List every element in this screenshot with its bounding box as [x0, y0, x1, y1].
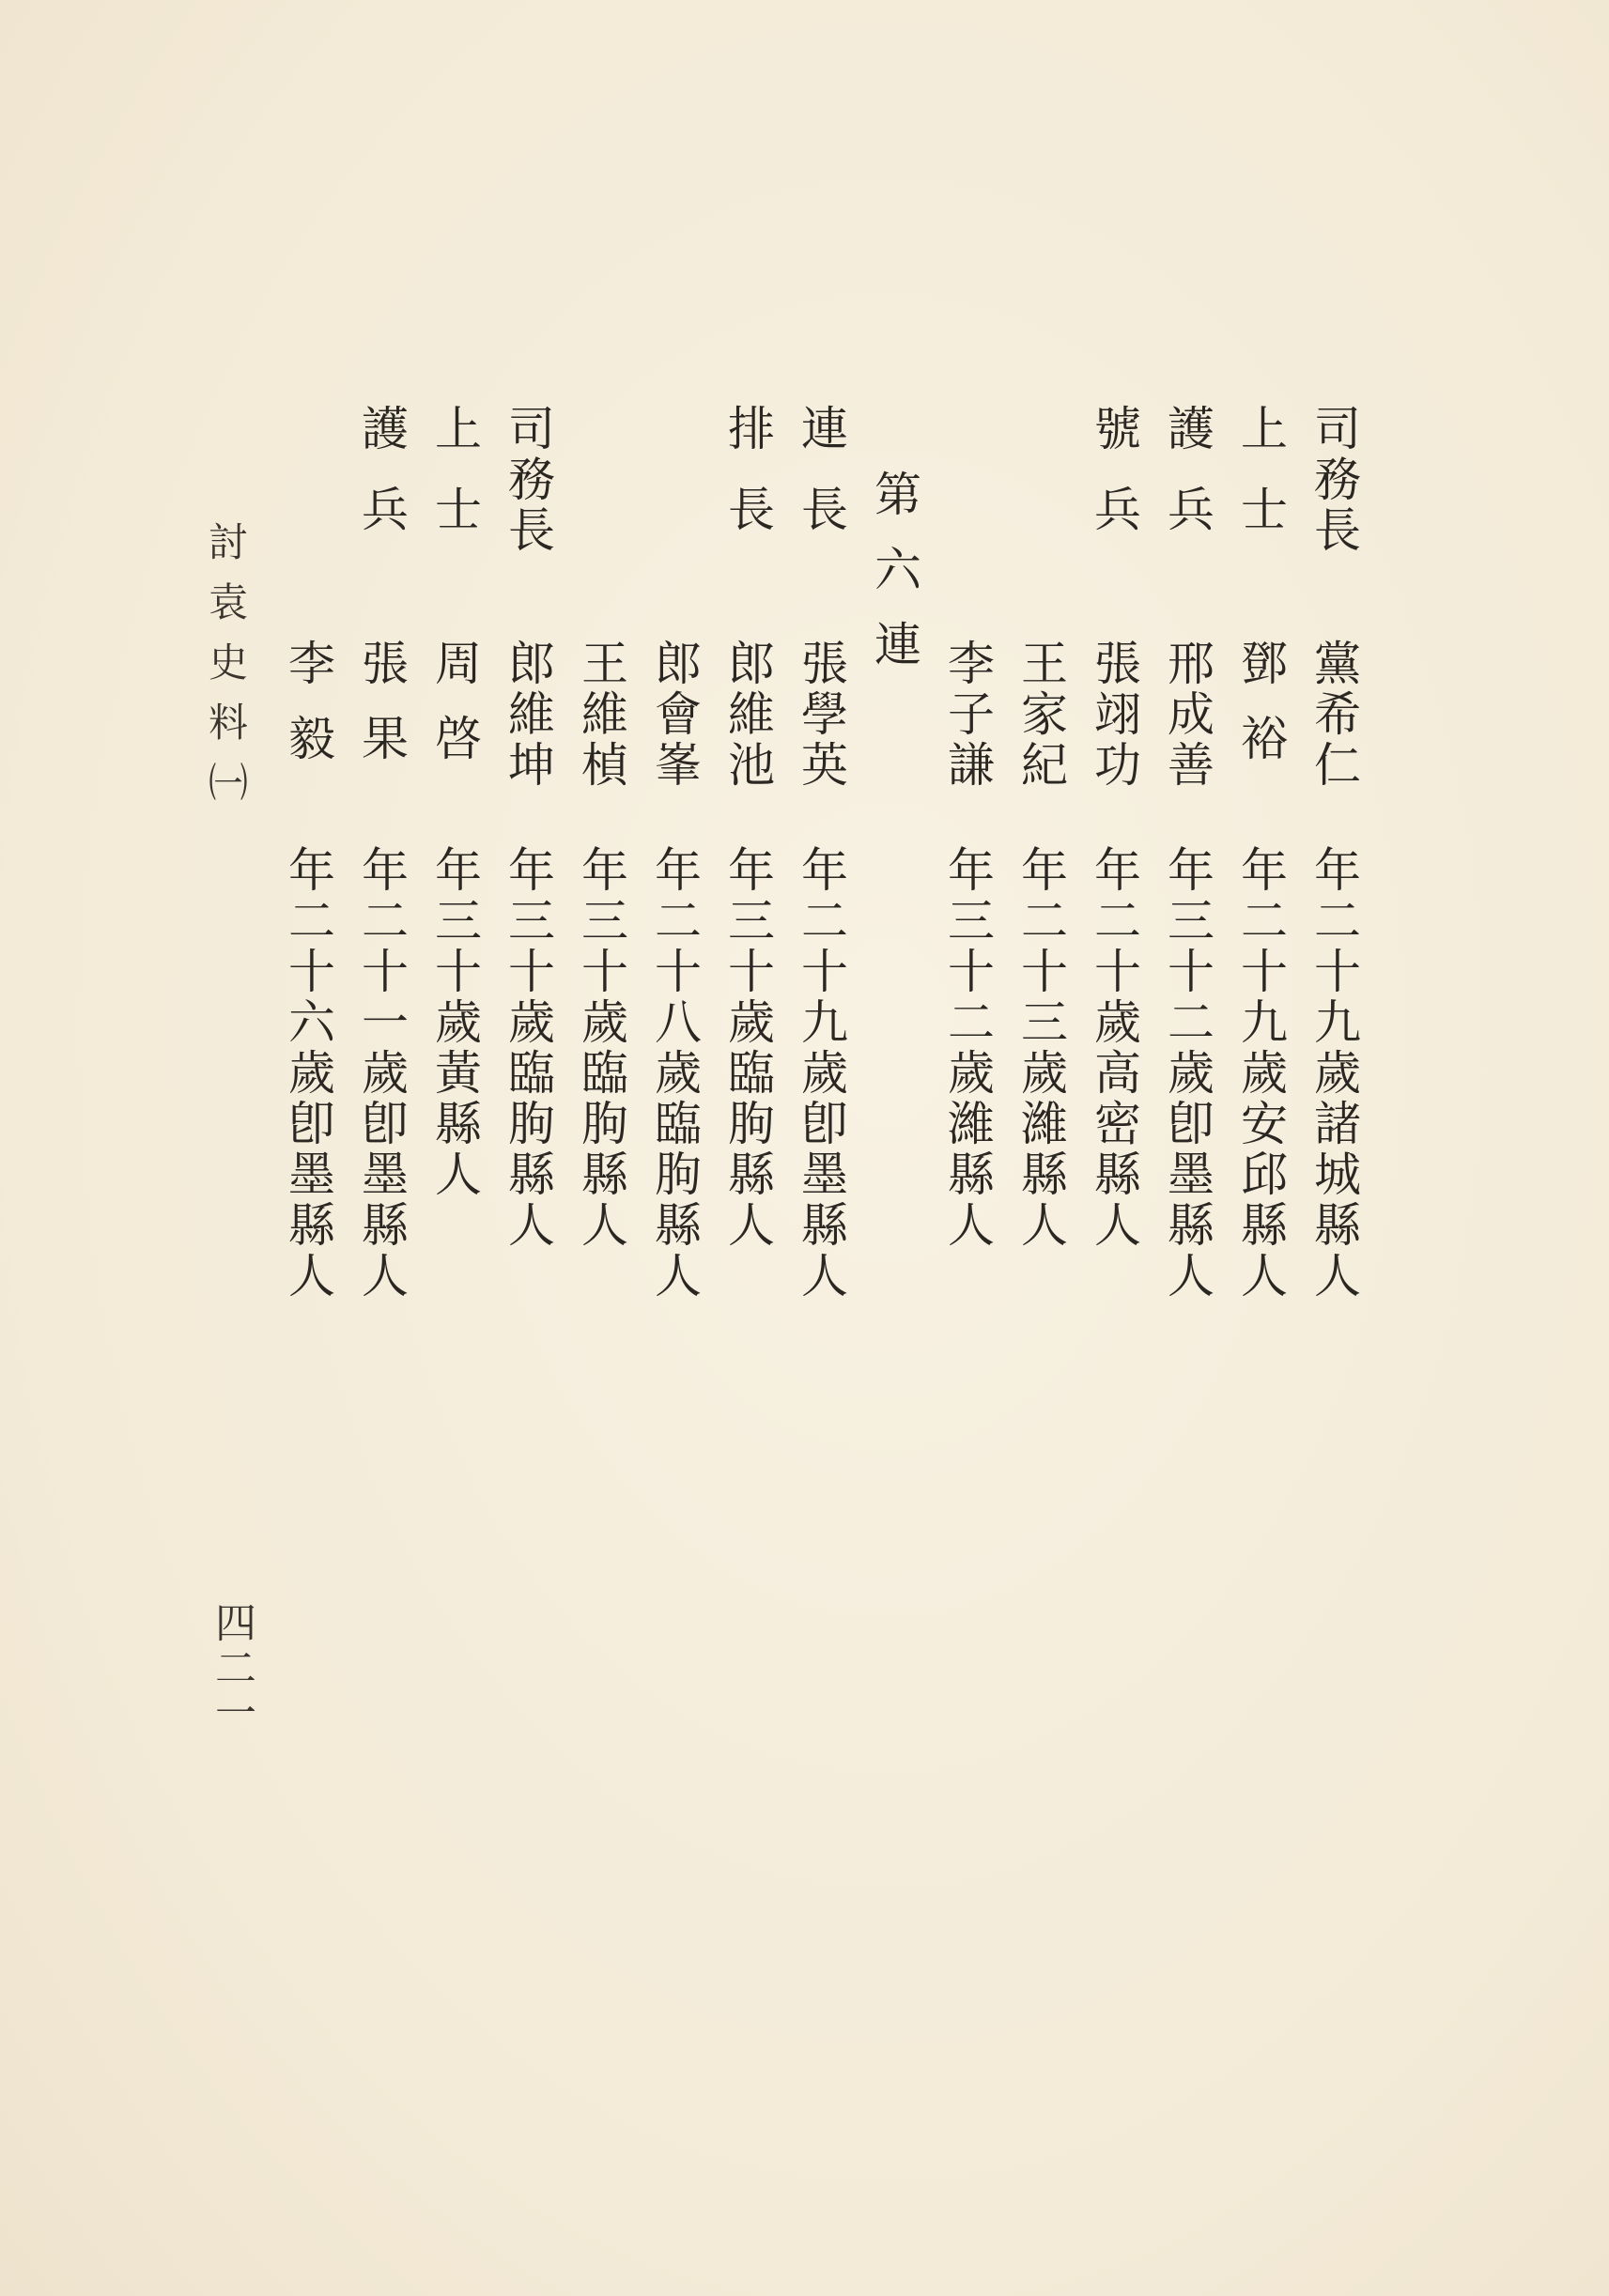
entry-name: 王維楨	[574, 639, 628, 791]
entry-name: 張果	[354, 639, 409, 789]
entry-role: 上士	[1233, 404, 1288, 565]
entry-name: 李毅	[281, 639, 335, 789]
entry-name: 周啓	[427, 639, 482, 789]
entry-role: 司務長	[1307, 404, 1361, 556]
entry-name: 鄧裕	[1233, 639, 1288, 789]
roster-entry	[1081, 404, 1147, 1251]
entry-name: 邢成善	[1160, 639, 1214, 791]
entry-name: 黨希仁	[1307, 639, 1361, 791]
entry-name: 張翊功	[1087, 639, 1141, 791]
entry-age-origin: 年三十歲臨朐縣人	[574, 845, 628, 1251]
entry-age-origin: 年二十八歲臨朐縣人	[647, 845, 702, 1302]
roster-entry	[1154, 404, 1220, 1302]
roster-entry	[422, 404, 487, 1200]
entry-name: 郎會峯	[647, 639, 702, 791]
entry-age-origin: 年二十六歲卽墨縣人	[281, 845, 335, 1302]
page-number: 四二一	[208, 1601, 255, 1736]
entry-age-origin: 年三十二歲濰縣人	[940, 845, 995, 1251]
entry-role: 護兵	[354, 404, 409, 565]
roster-entry	[715, 404, 781, 1251]
running-title: 討袁史料㈠	[203, 521, 249, 822]
roster-entry	[788, 404, 854, 1302]
entry-age-origin: 年二十三歲濰縣人	[1013, 845, 1068, 1251]
entry-role: 護兵	[1160, 404, 1214, 565]
entry-name: 李子謙	[940, 639, 995, 791]
roster-entry	[348, 404, 414, 1302]
roster-entry	[1228, 404, 1293, 1302]
entry-role: 上士	[427, 404, 482, 565]
entry-name: 郎維池	[720, 639, 775, 791]
entry-age-origin: 年二十九歲安邱縣人	[1233, 845, 1288, 1302]
entry-age-origin: 年二十一歲卽墨縣人	[354, 845, 409, 1302]
entry-role: 號兵	[1087, 404, 1141, 565]
entry-age-origin: 年三十二歲卽墨縣人	[1160, 845, 1214, 1302]
entry-age-origin: 年二十九歲卽墨縣人	[794, 845, 848, 1302]
entry-name: 王家紀	[1013, 639, 1068, 791]
entry-role: 排長	[720, 404, 775, 565]
entry-name: 郎維坤	[501, 639, 555, 791]
roster-entry	[495, 404, 561, 1251]
entry-role: 連長	[794, 404, 848, 565]
entry-age-origin: 年二十九歲諸城縣人	[1307, 845, 1361, 1302]
entry-age-origin: 年三十歲臨朐縣人	[501, 845, 555, 1251]
entry-role: 司務長	[501, 404, 555, 556]
entry-age-origin: 年三十歲黃縣人	[427, 845, 482, 1200]
entry-name: 張學英	[794, 639, 848, 791]
entry-age-origin: 年三十歲臨朐縣人	[720, 845, 775, 1251]
company-heading-text: 第六連	[867, 470, 921, 695]
entry-age-origin: 年二十歲高密縣人	[1087, 845, 1141, 1251]
roster-entry	[1301, 404, 1367, 1302]
